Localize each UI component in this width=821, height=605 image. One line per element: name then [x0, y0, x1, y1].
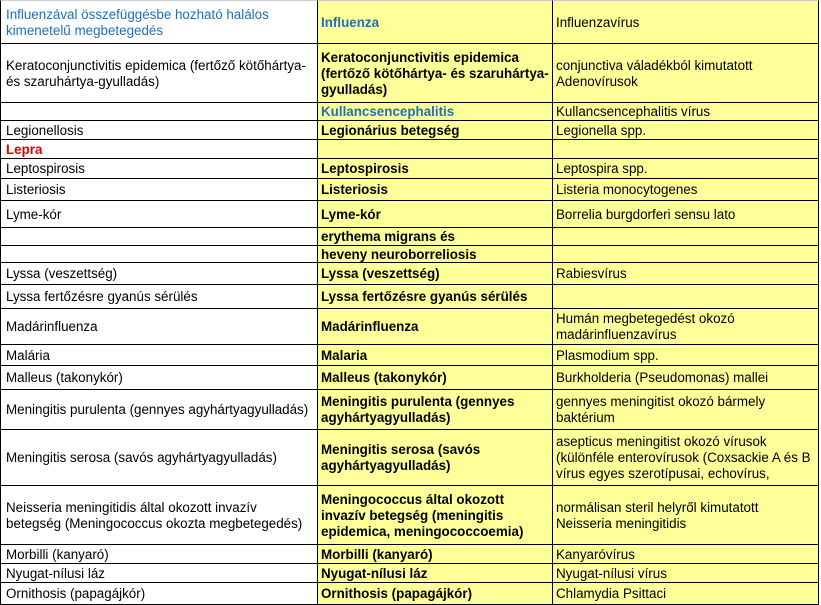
cell-text: normálisan steril helyről kimutatott Neisseria meningitidis	[556, 499, 759, 531]
cell-text: Legionella spp.	[556, 122, 647, 138]
cell-text: Humán megbetegedést okozó madárinfluenzavírus	[556, 311, 735, 342]
cell-r8-pathogen	[553, 228, 819, 246]
cell-text: Neisseria meningitidis által okozott invazív betegség (Meningococcus okozta megbetegedés)	[6, 499, 303, 531]
cell-text: Borrelia burgdorferi sensu lato	[556, 206, 736, 222]
cell-r9-disease	[0, 246, 318, 263]
cell-r5-disease	[0, 159, 318, 179]
cell-r17-pathogen	[553, 486, 819, 545]
cell-text: gennyes meningitist okozó bármely baktérium	[556, 394, 766, 425]
cell-r0-reported-name	[318, 0, 553, 44]
cell-r20-reported-name	[318, 583, 553, 605]
cell-r1-disease	[0, 44, 318, 103]
cell-text: Leptospirosis	[321, 161, 409, 176]
cell-text: Plasmodium spp.	[556, 347, 659, 363]
cell-r4-disease	[0, 140, 318, 159]
cell-r12-reported-name	[318, 309, 553, 345]
cell-text: Malleus (takonykór)	[321, 370, 447, 385]
cell-r2-disease	[0, 103, 318, 121]
cell-r9-reported-name	[318, 246, 553, 263]
cell-r10-reported-name	[318, 263, 553, 285]
cell-r20-pathogen	[553, 583, 819, 605]
cell-r7-disease	[0, 201, 318, 228]
cell-r6-pathogen	[553, 179, 819, 201]
cell-r18-disease	[0, 545, 318, 564]
cell-r15-disease	[0, 390, 318, 430]
cell-text: Lyssa fertőzésre gyanús sérülés	[6, 289, 198, 304]
cell-r2-pathogen	[553, 103, 819, 121]
cell-r17-disease	[0, 486, 318, 545]
cell-text: Chlamydia Psittaci	[556, 586, 667, 601]
cell-text: Meningitis serosa (savós agyhártyagyulladás)	[6, 450, 277, 465]
cell-text: Madárinfluenza	[321, 319, 419, 334]
cell-r11-pathogen	[553, 285, 819, 309]
cell-r19-pathogen	[553, 564, 819, 583]
cell-text: Rabiesvírus	[556, 266, 627, 281]
cell-r4-reported-name	[318, 140, 553, 159]
cell-r11-disease	[0, 285, 318, 309]
cell-r3-reported-name	[318, 121, 553, 140]
cell-r20-disease	[0, 583, 318, 605]
cell-text: Lyssa fertőzésre gyanús sérülés	[321, 289, 528, 304]
cell-r8-reported-name	[318, 228, 553, 246]
cell-text: Lyme-kór	[321, 206, 381, 222]
cell-r11-reported-name	[318, 285, 553, 309]
cell-text: Kanyaróvírus	[556, 546, 635, 562]
cell-r19-disease	[0, 564, 318, 583]
cell-r16-reported-name	[318, 430, 553, 486]
cell-r5-reported-name	[318, 159, 553, 179]
cell-r13-reported-name	[318, 345, 553, 366]
cell-r6-disease	[0, 179, 318, 201]
cell-r14-disease	[0, 366, 318, 390]
cell-r0-pathogen	[553, 0, 819, 44]
cell-text: Nyugat-nílusi láz	[321, 565, 428, 581]
cell-text: Morbilli (kanyaró)	[321, 546, 433, 562]
cell-r13-disease	[0, 345, 318, 366]
cell-r1-pathogen	[553, 44, 819, 103]
cell-text: Meningitis serosa (savós agyhártyagyulladás)	[321, 442, 481, 473]
cell-text: Leptospirosis	[6, 161, 85, 176]
cell-r10-disease	[0, 263, 318, 285]
cell-r10-pathogen	[553, 263, 819, 285]
cell-text: Kullancsencephalitis	[321, 104, 455, 119]
cell-r19-reported-name	[318, 564, 553, 583]
cell-text: Keratoconjunctivitis epidemica (fertőző kötőhártya- és szaruhártya-gyulladás)	[321, 49, 549, 97]
cell-r16-pathogen	[553, 430, 819, 486]
cell-text: Ornithosis (papagájkór)	[6, 586, 146, 601]
cell-r1-reported-name	[318, 44, 553, 103]
cell-r12-disease	[0, 309, 318, 345]
cell-text: asepticus meningitist okozó vírusok (különféle enterovírusok (Coxsackie A és B vírus egyes szerotípusai, echovírus,	[556, 434, 811, 481]
cell-r13-pathogen	[553, 345, 819, 366]
cell-r7-reported-name	[318, 201, 553, 228]
cell-text: Nyugat-nílusi láz	[6, 565, 105, 581]
cell-r3-pathogen	[553, 121, 819, 140]
cell-r9-pathogen	[553, 246, 819, 263]
cell-text: Madárinfluenza	[6, 319, 98, 334]
cell-text: Keratoconjunctivitis epidemica (fertőző kötőhártya- és szaruhártya-gyulladás)	[6, 57, 306, 89]
cell-text: heveny neuroborreliosis	[321, 246, 477, 262]
cell-r12-pathogen	[553, 309, 819, 345]
cell-text: conjunctiva váladékból kimutatott Adenovírusok	[556, 57, 753, 89]
cell-text: Lepra	[6, 141, 43, 157]
cell-text: Listeriosis	[321, 182, 388, 197]
cell-text: Kullancsencephalitis vírus	[556, 104, 711, 119]
cell-text: Influenzavírus	[556, 14, 640, 30]
cell-text: Legionárius betegség	[321, 122, 460, 138]
cell-text: Listeria monocytogenes	[556, 182, 698, 197]
cell-text: Leptospira spp.	[556, 161, 648, 176]
cell-text: Meningococcus által okozott invazív betegség (meningitis epidemica, meningococcoemia)	[321, 491, 524, 539]
cell-text: erythema migrans és	[321, 229, 455, 244]
cell-r5-pathogen	[553, 159, 819, 179]
cell-text: Nyugat-nílusi vírus	[556, 565, 667, 581]
cell-r7-pathogen	[553, 201, 819, 228]
cell-r18-pathogen	[553, 545, 819, 564]
cell-text: Burkholderia (Pseudomonas) mallei	[556, 370, 769, 385]
cell-text: Lyme-kór	[6, 206, 62, 222]
cell-r18-reported-name	[318, 545, 553, 564]
cell-r15-pathogen	[553, 390, 819, 430]
cell-r8-disease	[0, 228, 318, 246]
cell-r16-disease	[0, 430, 318, 486]
cell-r14-reported-name	[318, 366, 553, 390]
cell-r17-reported-name	[318, 486, 553, 545]
cell-r15-reported-name	[318, 390, 553, 430]
cell-text: Lyssa (veszettség)	[6, 266, 118, 281]
cell-text: Listeriosis	[6, 182, 66, 197]
cell-text: Malaria	[321, 347, 368, 363]
cell-r0-disease	[0, 0, 318, 44]
cell-text: Lyssa (veszettség)	[321, 266, 440, 281]
cell-text: Legionellosis	[6, 122, 84, 138]
cell-r3-disease	[0, 121, 318, 140]
cell-text: Meningitis purulenta (gennyes agyhártyagyulladás)	[6, 402, 309, 417]
cell-text: Morbilli (kanyaró)	[6, 546, 109, 562]
cell-text: Malleus (takonykór)	[6, 370, 123, 385]
cell-r2-reported-name	[318, 103, 553, 121]
cell-text: Malária	[6, 347, 50, 363]
cell-text: Ornithosis (papagájkór)	[321, 586, 473, 601]
cell-text: Influenzával összefüggésbe hozható halálos kimenetelű megbetegedés	[6, 6, 269, 38]
cell-r4-pathogen	[553, 140, 819, 159]
cell-r14-pathogen	[553, 366, 819, 390]
cell-text: Meningitis purulenta (gennyes agyhártyagyulladás)	[321, 394, 515, 425]
cell-r6-reported-name	[318, 179, 553, 201]
cell-text: Influenza	[321, 14, 380, 30]
